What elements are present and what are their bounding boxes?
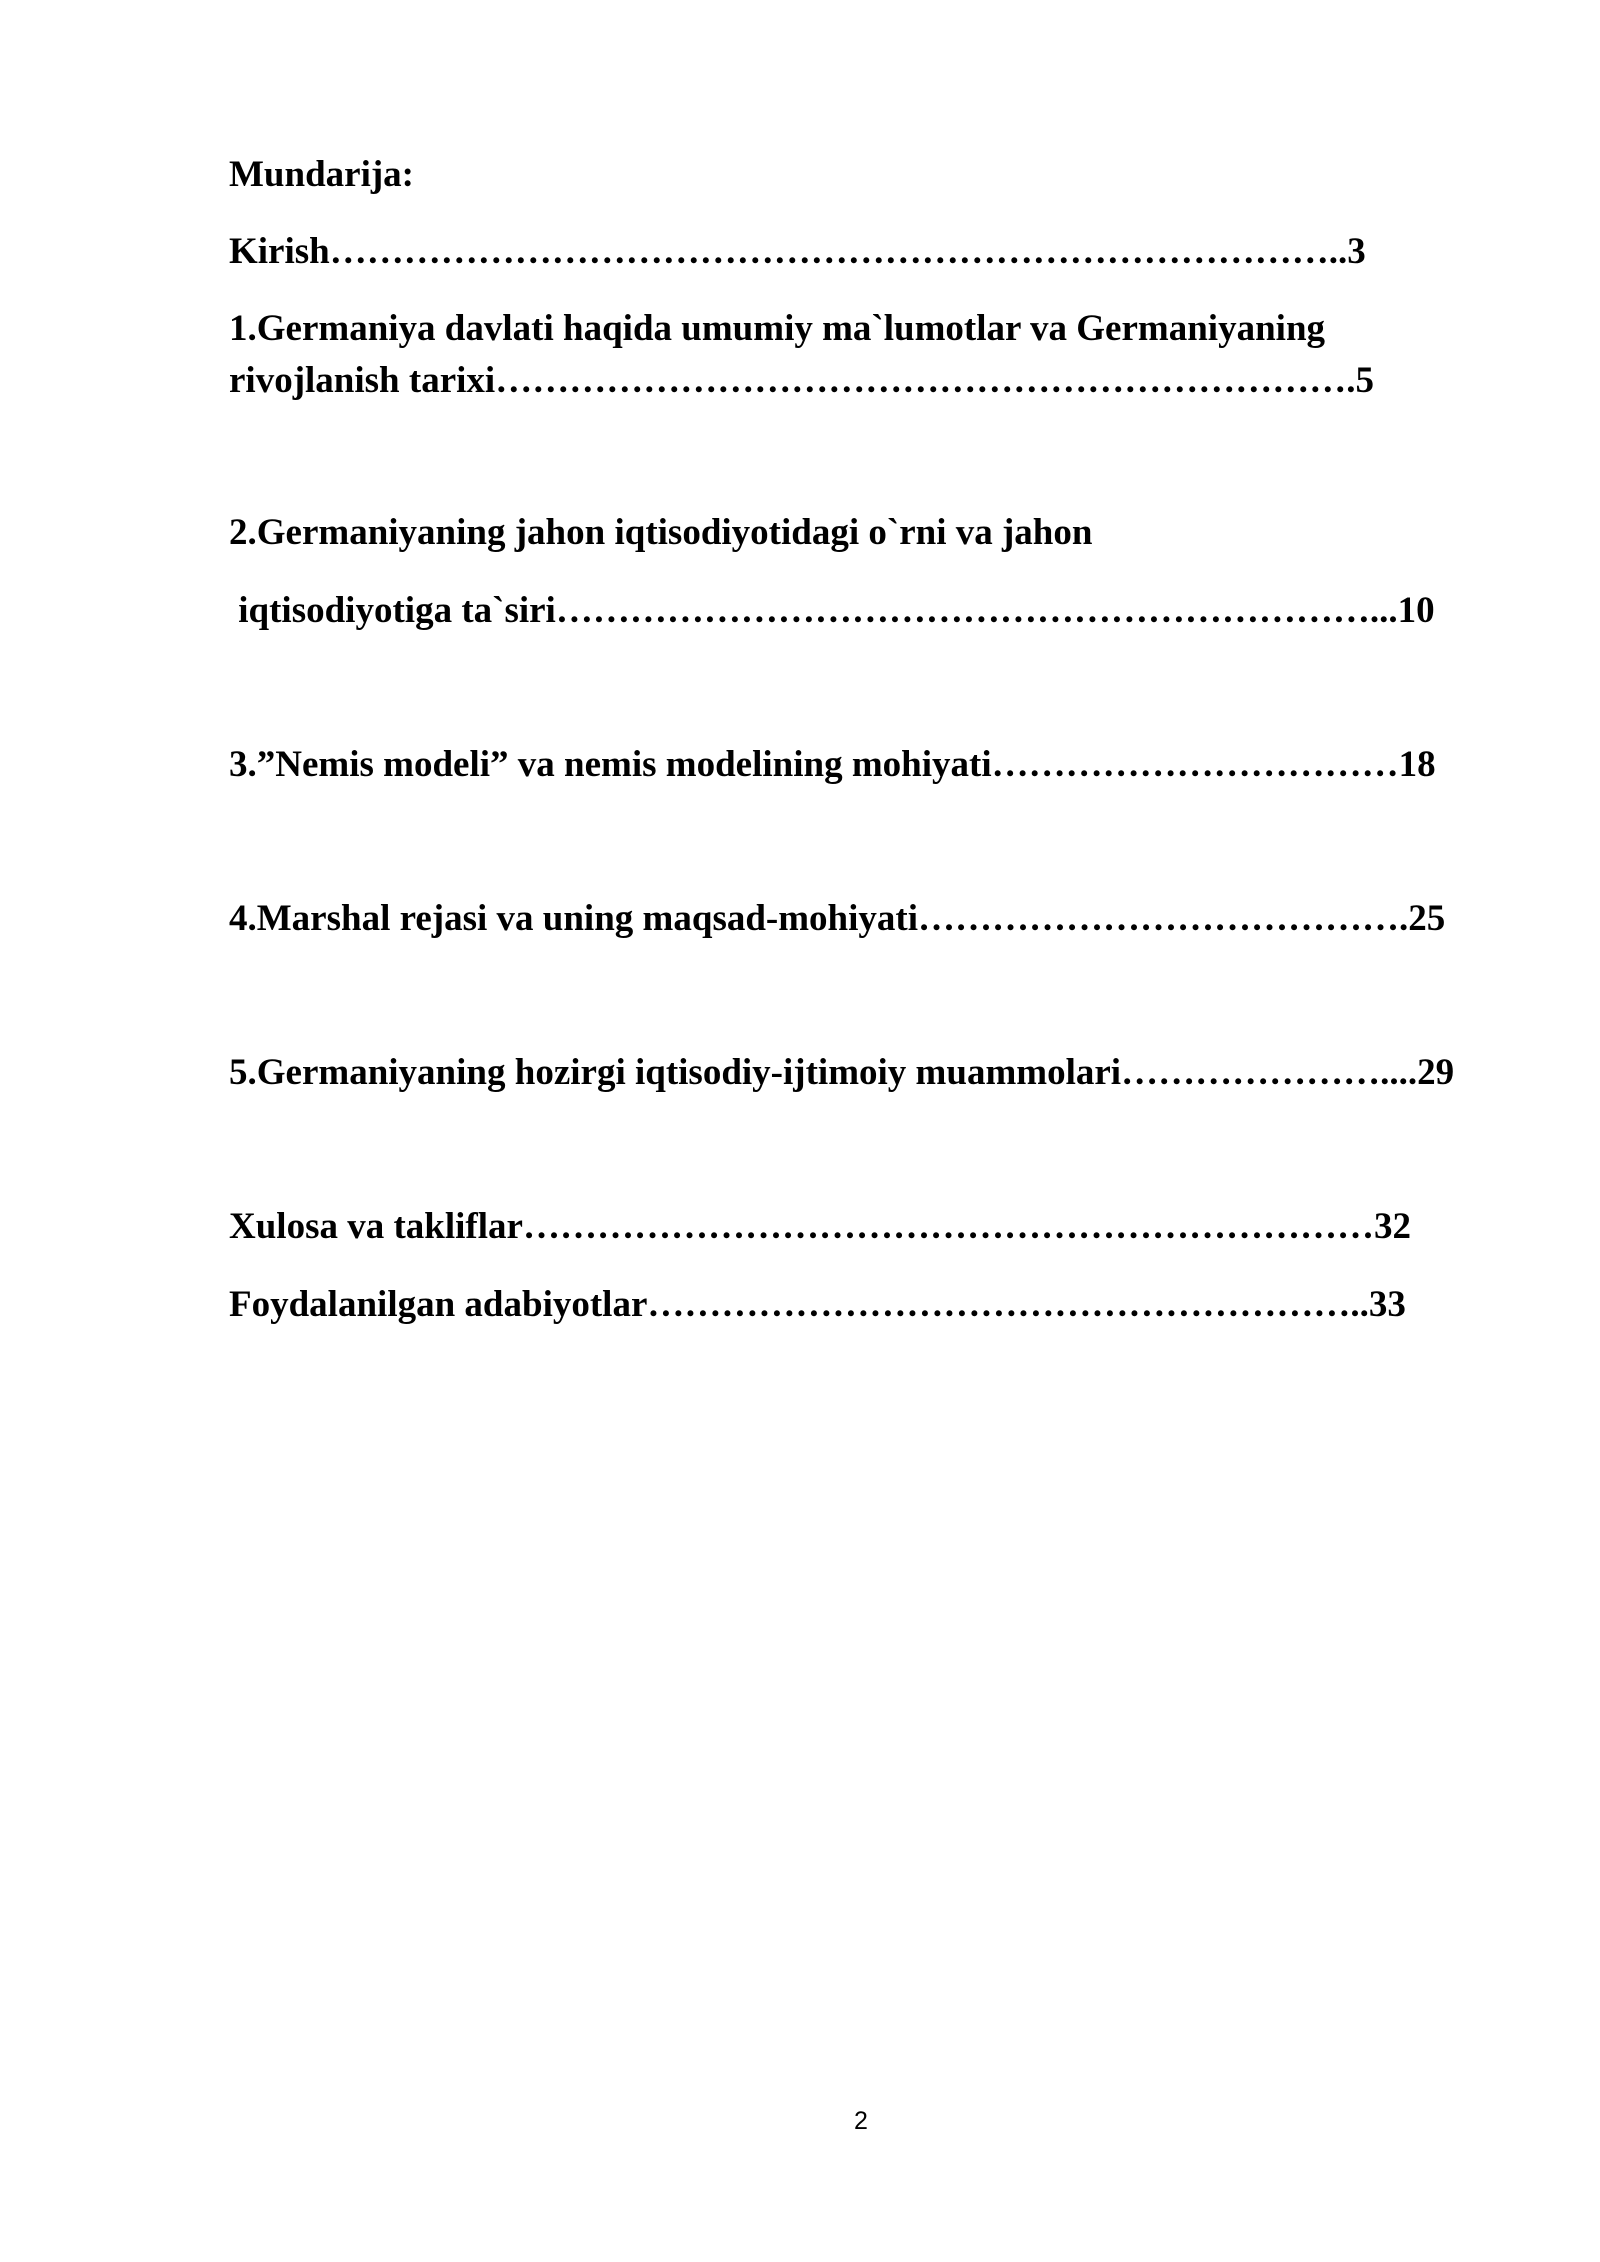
toc-entry-chapter-1-line-1: 1.Germaniya davlati haqida umumiy ma`lumotlar va Germaniyaning	[229, 308, 1326, 349]
toc-entry-chapter-2-line-1: 2.Germaniyaning jahon iqtisodiyotidagi o`rni va jahon	[229, 512, 1093, 553]
page-number: 2	[854, 2107, 868, 2135]
toc-entry-chapter-2-line-2: iqtisodiyotiga ta`siri…………………………………………………………...10	[229, 590, 1435, 631]
toc-entry-conclusion: Xulosa va takliflar……………………………………………………………32	[229, 1206, 1411, 1247]
toc-entry-chapter-4: 4.Marshal rejasi va uning maqsad-mohiyati………………………………….25	[229, 898, 1446, 939]
toc-entry-introduction: Kirish………………………………………………………………………..3	[229, 231, 1366, 272]
toc-heading: Mundarija:	[229, 154, 414, 195]
toc-entry-chapter-3: 3.”Nemis modeli” va nemis modelining mohiyati……………………………18	[229, 744, 1436, 785]
toc-entry-references: Foydalanilgan adabiyotlar…………………………………………………..33	[229, 1284, 1406, 1325]
toc-entry-chapter-1-line-2: rivojlanish tarixi…………………………………………………………….5	[229, 360, 1374, 401]
toc-entry-chapter-5: 5.Germaniyaning hozirgi iqtisodiy-ijtimoiy muammolari…………………....29	[229, 1052, 1455, 1093]
